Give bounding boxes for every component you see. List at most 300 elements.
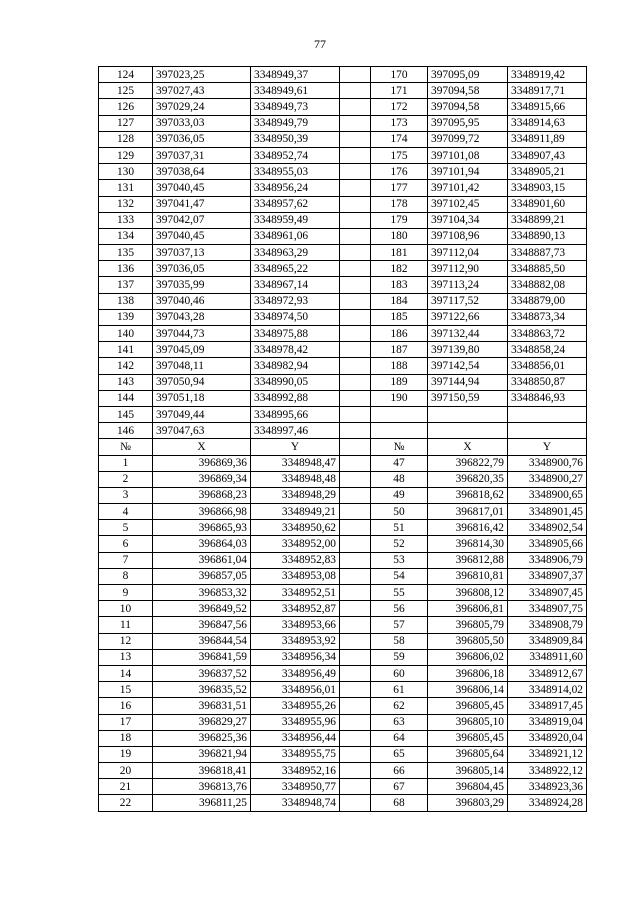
blank-cell <box>340 261 371 277</box>
x-coordinate-cell: 396820,35 <box>428 471 508 487</box>
table-row <box>99 390 587 406</box>
x-coordinate-cell: 396803,29 <box>428 795 508 811</box>
blank-cell <box>340 746 371 762</box>
y-coordinate-cell: 3348907,45 <box>508 585 587 601</box>
number-header: № <box>371 439 428 455</box>
table-row <box>99 245 587 261</box>
point-number-cell: 136 <box>99 261 153 277</box>
y-coordinate-cell: 3348879,00 <box>508 293 587 309</box>
y-coordinate-cell: 3348955,75 <box>251 746 340 762</box>
x-coordinate-cell: 397037,31 <box>153 147 251 163</box>
x-coordinate-cell: 397095,09 <box>428 67 508 83</box>
table-row <box>99 83 587 99</box>
point-number-cell: 20 <box>99 763 153 779</box>
x-coordinate-cell: 397104,34 <box>428 212 508 228</box>
y-coordinate-cell: 3348917,71 <box>508 83 587 99</box>
point-number-cell: 186 <box>371 326 428 342</box>
x-coordinate-cell: 397150,59 <box>428 390 508 406</box>
blank-cell <box>340 633 371 649</box>
blank-cell <box>340 342 371 358</box>
blank-cell <box>340 487 371 503</box>
blank-cell <box>340 277 371 293</box>
table-row <box>99 730 587 746</box>
point-number-cell: 181 <box>371 245 428 261</box>
point-number-cell: 22 <box>99 795 153 811</box>
y-coordinate-cell: 3348911,89 <box>508 131 587 147</box>
point-number-cell: 18 <box>99 730 153 746</box>
point-number-cell: 47 <box>371 455 428 471</box>
y-header: Y <box>251 439 340 455</box>
y-coordinate-cell: 3348900,65 <box>508 487 587 503</box>
point-number-cell: 185 <box>371 309 428 325</box>
blank-cell <box>340 649 371 665</box>
y-coordinate-cell: 3348952,83 <box>251 552 340 568</box>
x-coordinate-cell: 397101,08 <box>428 147 508 163</box>
point-number-cell: 143 <box>99 374 153 390</box>
x-coordinate-cell: 396822,79 <box>428 455 508 471</box>
y-coordinate-cell: 3348915,66 <box>508 99 587 115</box>
table-row <box>99 212 587 228</box>
y-coordinate-cell: 3348905,66 <box>508 536 587 552</box>
y-coordinate-cell: 3348907,75 <box>508 601 587 617</box>
y-coordinate-cell: 3348952,16 <box>251 763 340 779</box>
x-coordinate-cell: 396805,50 <box>428 633 508 649</box>
point-number-cell: 7 <box>99 552 153 568</box>
x-coordinate-cell: 397029,24 <box>153 99 251 115</box>
y-coordinate-cell: 3348950,62 <box>251 520 340 536</box>
x-header: X <box>428 439 508 455</box>
x-coordinate-cell: 397043,28 <box>153 309 251 325</box>
x-coordinate-cell: 397044,73 <box>153 326 251 342</box>
x-coordinate-cell: 397112,90 <box>428 261 508 277</box>
point-number-cell: 15 <box>99 682 153 698</box>
y-coordinate-cell: 3348905,21 <box>508 164 587 180</box>
point-number-cell: 6 <box>99 536 153 552</box>
x-coordinate-cell: 396868,23 <box>153 487 251 503</box>
y-coordinate-cell: 3348901,60 <box>508 196 587 212</box>
point-number-cell: 180 <box>371 228 428 244</box>
y-coordinate-cell: 3348903,15 <box>508 180 587 196</box>
point-number-cell: 12 <box>99 633 153 649</box>
x-coordinate-cell: 396849,52 <box>153 601 251 617</box>
point-number-cell: 132 <box>99 196 153 212</box>
point-number-cell: 175 <box>371 147 428 163</box>
y-coordinate-cell: 3348950,39 <box>251 131 340 147</box>
point-number-cell: 140 <box>99 326 153 342</box>
table-row <box>99 99 587 115</box>
point-number-cell: 49 <box>371 487 428 503</box>
point-number-cell: 141 <box>99 342 153 358</box>
y-coordinate-cell: 3348906,79 <box>508 552 587 568</box>
y-coordinate-cell: 3348995,66 <box>251 406 340 422</box>
y-coordinate-cell: 3348922,12 <box>508 763 587 779</box>
x-coordinate-cell: 396804,45 <box>428 779 508 795</box>
point-number-cell: 146 <box>99 423 153 439</box>
y-coordinate-cell: 3348992,88 <box>251 390 340 406</box>
blank-cell <box>340 682 371 698</box>
point-number-cell: 170 <box>371 67 428 83</box>
table-row <box>99 714 587 730</box>
point-number-cell: 172 <box>371 99 428 115</box>
x-coordinate-cell: 396829,27 <box>153 714 251 730</box>
x-coordinate-cell: 396866,98 <box>153 504 251 520</box>
y-coordinate-cell: 3348956,34 <box>251 649 340 665</box>
blank-cell <box>340 228 371 244</box>
table-row <box>99 746 587 762</box>
x-coordinate-cell: 397048,11 <box>153 358 251 374</box>
y-coordinate-cell: 3348956,44 <box>251 730 340 746</box>
y-coordinate-cell: 3348900,27 <box>508 471 587 487</box>
x-coordinate-cell: 397094,58 <box>428 83 508 99</box>
point-number-cell: 4 <box>99 504 153 520</box>
blank-cell <box>340 309 371 325</box>
table-row <box>99 795 587 811</box>
y-coordinate-cell: 3348920,04 <box>508 730 587 746</box>
point-number-cell: 21 <box>99 779 153 795</box>
y-header: Y <box>508 439 587 455</box>
point-number-cell: 61 <box>371 682 428 698</box>
top-rows-group <box>99 67 587 439</box>
point-number-cell: 56 <box>371 601 428 617</box>
table-row <box>99 180 587 196</box>
x-coordinate-cell: 396865,93 <box>153 520 251 536</box>
point-number-cell: 171 <box>371 83 428 99</box>
x-coordinate-cell: 397101,42 <box>428 180 508 196</box>
point-number-cell: 68 <box>371 795 428 811</box>
blank-header <box>340 439 371 455</box>
y-coordinate-cell: 3348961,06 <box>251 228 340 244</box>
x-coordinate-cell: 397040,45 <box>153 180 251 196</box>
point-number-cell: 138 <box>99 293 153 309</box>
x-coordinate-cell: 396831,51 <box>153 698 251 714</box>
page-number: 77 <box>314 37 326 51</box>
x-coordinate-cell: 397122,66 <box>428 309 508 325</box>
y-coordinate-cell: 3348850,87 <box>508 374 587 390</box>
x-coordinate-cell: 396864,03 <box>153 536 251 552</box>
x-coordinate-cell: 397036,05 <box>153 131 251 147</box>
point-number-cell: 127 <box>99 115 153 131</box>
y-coordinate-cell: 3348965,22 <box>251 261 340 277</box>
table-row <box>99 374 587 390</box>
x-coordinate-cell: 396853,32 <box>153 585 251 601</box>
point-number-cell: 131 <box>99 180 153 196</box>
point-number-cell: 64 <box>371 730 428 746</box>
x-coordinate-cell: 396811,25 <box>153 795 251 811</box>
table-row <box>99 698 587 714</box>
blank-cell <box>340 326 371 342</box>
x-coordinate-cell: 397094,58 <box>428 99 508 115</box>
y-coordinate-cell: 3348917,45 <box>508 698 587 714</box>
point-number-cell: 144 <box>99 390 153 406</box>
y-coordinate-cell: 3348956,01 <box>251 682 340 698</box>
point-number-cell: 51 <box>371 520 428 536</box>
x-coordinate-cell: 397095,95 <box>428 115 508 131</box>
y-coordinate-cell: 3348974,50 <box>251 309 340 325</box>
y-coordinate-cell: 3348907,37 <box>508 568 587 584</box>
point-number-cell: 5 <box>99 520 153 536</box>
x-coordinate-cell: 397033,03 <box>153 115 251 131</box>
x-coordinate-cell: 397042,07 <box>153 212 251 228</box>
x-coordinate-cell: 396806,18 <box>428 665 508 681</box>
blank-cell <box>340 795 371 811</box>
y-coordinate-cell: 3348914,63 <box>508 115 587 131</box>
x-coordinate-cell: 396814,30 <box>428 536 508 552</box>
x-coordinate-cell: 396812,88 <box>428 552 508 568</box>
y-coordinate-cell: 3348952,74 <box>251 147 340 163</box>
x-coordinate-cell: 397117,52 <box>428 293 508 309</box>
x-coordinate-cell: 397035,99 <box>153 277 251 293</box>
point-number-cell: 55 <box>371 585 428 601</box>
x-coordinate-cell: 396844,54 <box>153 633 251 649</box>
point-number-cell: 62 <box>371 698 428 714</box>
column-header-group <box>99 439 587 455</box>
x-coordinate-cell: 396869,34 <box>153 471 251 487</box>
point-number-cell: 1 <box>99 455 153 471</box>
column-header-row <box>99 439 587 455</box>
y-coordinate-cell: 3348948,74 <box>251 795 340 811</box>
point-number-cell: 188 <box>371 358 428 374</box>
y-coordinate-cell: 3348856,01 <box>508 358 587 374</box>
y-coordinate-cell: 3348997,46 <box>251 423 340 439</box>
y-coordinate-cell: 3348909,84 <box>508 633 587 649</box>
x-coordinate-cell: 397040,45 <box>153 228 251 244</box>
bottom-rows-group <box>99 455 587 811</box>
blank-cell <box>340 293 371 309</box>
y-coordinate-cell: 3348919,04 <box>508 714 587 730</box>
table-row <box>99 552 587 568</box>
table-row <box>99 277 587 293</box>
point-number-cell: 190 <box>371 390 428 406</box>
x-coordinate-cell: 397050,94 <box>153 374 251 390</box>
y-coordinate-cell: 3348959,49 <box>251 212 340 228</box>
point-number-cell: 8 <box>99 568 153 584</box>
x-coordinate-cell: 397040,46 <box>153 293 251 309</box>
y-coordinate-cell: 3348949,61 <box>251 83 340 99</box>
point-number-cell: 183 <box>371 277 428 293</box>
x-coordinate-cell: 396841,59 <box>153 649 251 665</box>
x-coordinate-cell: 397108,96 <box>428 228 508 244</box>
y-coordinate-cell: 3348955,26 <box>251 698 340 714</box>
y-coordinate-cell: 3348975,88 <box>251 326 340 342</box>
table-row <box>99 261 587 277</box>
y-coordinate-cell: 3348901,45 <box>508 504 587 520</box>
y-coordinate-cell: 3348923,36 <box>508 779 587 795</box>
point-number-cell: 134 <box>99 228 153 244</box>
x-coordinate-cell: 397102,45 <box>428 196 508 212</box>
point-number-cell: 137 <box>99 277 153 293</box>
point-number-cell: 63 <box>371 714 428 730</box>
x-coordinate-cell <box>428 423 508 439</box>
x-coordinate-cell: 396808,12 <box>428 585 508 601</box>
table-row <box>99 568 587 584</box>
x-coordinate-cell: 396806,02 <box>428 649 508 665</box>
point-number-cell: 125 <box>99 83 153 99</box>
x-coordinate-cell: 397101,94 <box>428 164 508 180</box>
x-coordinate-cell: 397139,80 <box>428 342 508 358</box>
x-coordinate-cell: 397027,43 <box>153 83 251 99</box>
point-number-cell: 176 <box>371 164 428 180</box>
blank-cell <box>340 779 371 795</box>
y-coordinate-cell: 3348952,00 <box>251 536 340 552</box>
blank-cell <box>340 617 371 633</box>
x-coordinate-cell: 397045,09 <box>153 342 251 358</box>
blank-cell <box>340 455 371 471</box>
blank-cell <box>340 147 371 163</box>
blank-cell <box>340 99 371 115</box>
x-coordinate-cell: 396805,10 <box>428 714 508 730</box>
blank-cell <box>340 665 371 681</box>
number-header: № <box>99 439 153 455</box>
point-number-cell: 65 <box>371 746 428 762</box>
y-coordinate-cell <box>508 406 587 422</box>
table-row <box>99 309 587 325</box>
point-number-cell: 2 <box>99 471 153 487</box>
x-coordinate-cell: 396806,81 <box>428 601 508 617</box>
blank-cell <box>340 471 371 487</box>
table-row <box>99 342 587 358</box>
x-coordinate-cell: 397132,44 <box>428 326 508 342</box>
x-coordinate-cell: 397049,44 <box>153 406 251 422</box>
table-row <box>99 293 587 309</box>
y-coordinate-cell: 3348956,49 <box>251 665 340 681</box>
blank-cell <box>340 536 371 552</box>
y-coordinate-cell: 3348952,87 <box>251 601 340 617</box>
x-coordinate-cell: 396805,45 <box>428 730 508 746</box>
y-coordinate-cell: 3348953,08 <box>251 568 340 584</box>
point-number-cell: 126 <box>99 99 153 115</box>
y-coordinate-cell: 3348967,14 <box>251 277 340 293</box>
y-coordinate-cell: 3348949,73 <box>251 99 340 115</box>
x-coordinate-cell: 396837,52 <box>153 665 251 681</box>
point-number-cell: 187 <box>371 342 428 358</box>
point-number-cell: 178 <box>371 196 428 212</box>
x-coordinate-cell: 396825,36 <box>153 730 251 746</box>
y-coordinate-cell: 3348953,92 <box>251 633 340 649</box>
table-row <box>99 633 587 649</box>
table-row <box>99 763 587 779</box>
blank-cell <box>340 763 371 779</box>
y-coordinate-cell: 3348846,93 <box>508 390 587 406</box>
y-coordinate-cell: 3348949,21 <box>251 504 340 520</box>
point-number-cell <box>371 423 428 439</box>
x-coordinate-cell: 396813,76 <box>153 779 251 795</box>
table-row <box>99 164 587 180</box>
point-number-cell: 174 <box>371 131 428 147</box>
point-number-cell: 53 <box>371 552 428 568</box>
x-coordinate-cell: 397023,25 <box>153 67 251 83</box>
point-number-cell: 3 <box>99 487 153 503</box>
y-coordinate-cell <box>508 423 587 439</box>
table-row <box>99 131 587 147</box>
y-coordinate-cell: 3348882,08 <box>508 277 587 293</box>
point-number-cell: 9 <box>99 585 153 601</box>
table-row <box>99 455 587 471</box>
table-row <box>99 326 587 342</box>
y-coordinate-cell: 3348914,02 <box>508 682 587 698</box>
y-coordinate-cell: 3348900,76 <box>508 455 587 471</box>
blank-cell <box>340 423 371 439</box>
x-coordinate-cell: 396835,52 <box>153 682 251 698</box>
point-number-cell: 50 <box>371 504 428 520</box>
blank-cell <box>340 115 371 131</box>
point-number-cell: 182 <box>371 261 428 277</box>
table-row <box>99 585 587 601</box>
table-row <box>99 471 587 487</box>
point-number-cell: 48 <box>371 471 428 487</box>
blank-cell <box>340 358 371 374</box>
x-coordinate-cell: 397113,24 <box>428 277 508 293</box>
y-coordinate-cell: 3348899,21 <box>508 212 587 228</box>
blank-cell <box>340 131 371 147</box>
y-coordinate-cell: 3348885,50 <box>508 261 587 277</box>
y-coordinate-cell: 3348949,79 <box>251 115 340 131</box>
point-number-cell: 139 <box>99 309 153 325</box>
blank-cell <box>340 504 371 520</box>
table-row <box>99 504 587 520</box>
table-row <box>99 649 587 665</box>
y-coordinate-cell: 3348908,79 <box>508 617 587 633</box>
blank-cell <box>340 730 371 746</box>
table-row <box>99 196 587 212</box>
blank-cell <box>340 180 371 196</box>
y-coordinate-cell: 3348863,72 <box>508 326 587 342</box>
x-coordinate-cell: 397099,72 <box>428 131 508 147</box>
point-number-cell: 14 <box>99 665 153 681</box>
x-coordinate-cell: 397142,54 <box>428 358 508 374</box>
blank-cell <box>340 390 371 406</box>
y-coordinate-cell: 3348953,66 <box>251 617 340 633</box>
y-coordinate-cell: 3348957,62 <box>251 196 340 212</box>
x-coordinate-cell: 397047,63 <box>153 423 251 439</box>
point-number-cell: 67 <box>371 779 428 795</box>
blank-cell <box>340 520 371 536</box>
x-coordinate-cell: 397112,04 <box>428 245 508 261</box>
y-coordinate-cell: 3348902,54 <box>508 520 587 536</box>
x-coordinate-cell: 396818,62 <box>428 487 508 503</box>
point-number-cell: 60 <box>371 665 428 681</box>
y-coordinate-cell: 3348955,96 <box>251 714 340 730</box>
point-number-cell: 130 <box>99 164 153 180</box>
point-number-cell: 17 <box>99 714 153 730</box>
point-number-cell: 57 <box>371 617 428 633</box>
table-row <box>99 358 587 374</box>
y-coordinate-cell: 3348972,93 <box>251 293 340 309</box>
point-number-cell: 10 <box>99 601 153 617</box>
blank-cell <box>340 245 371 261</box>
x-coordinate-cell <box>428 406 508 422</box>
y-coordinate-cell: 3348950,77 <box>251 779 340 795</box>
point-number-cell: 142 <box>99 358 153 374</box>
point-number-cell: 129 <box>99 147 153 163</box>
y-coordinate-cell: 3348955,03 <box>251 164 340 180</box>
point-number-cell: 184 <box>371 293 428 309</box>
point-number-cell: 128 <box>99 131 153 147</box>
point-number-cell: 133 <box>99 212 153 228</box>
y-coordinate-cell: 3348978,42 <box>251 342 340 358</box>
point-number-cell: 145 <box>99 406 153 422</box>
table-row <box>99 779 587 795</box>
table-row <box>99 665 587 681</box>
blank-cell <box>340 164 371 180</box>
x-coordinate-cell: 396805,14 <box>428 763 508 779</box>
x-coordinate-cell: 396810,81 <box>428 568 508 584</box>
x-coordinate-cell: 396821,94 <box>153 746 251 762</box>
blank-cell <box>340 67 371 83</box>
x-coordinate-cell: 396805,45 <box>428 698 508 714</box>
point-number-cell: 19 <box>99 746 153 762</box>
x-header: X <box>153 439 251 455</box>
y-coordinate-cell: 3348924,28 <box>508 795 587 811</box>
